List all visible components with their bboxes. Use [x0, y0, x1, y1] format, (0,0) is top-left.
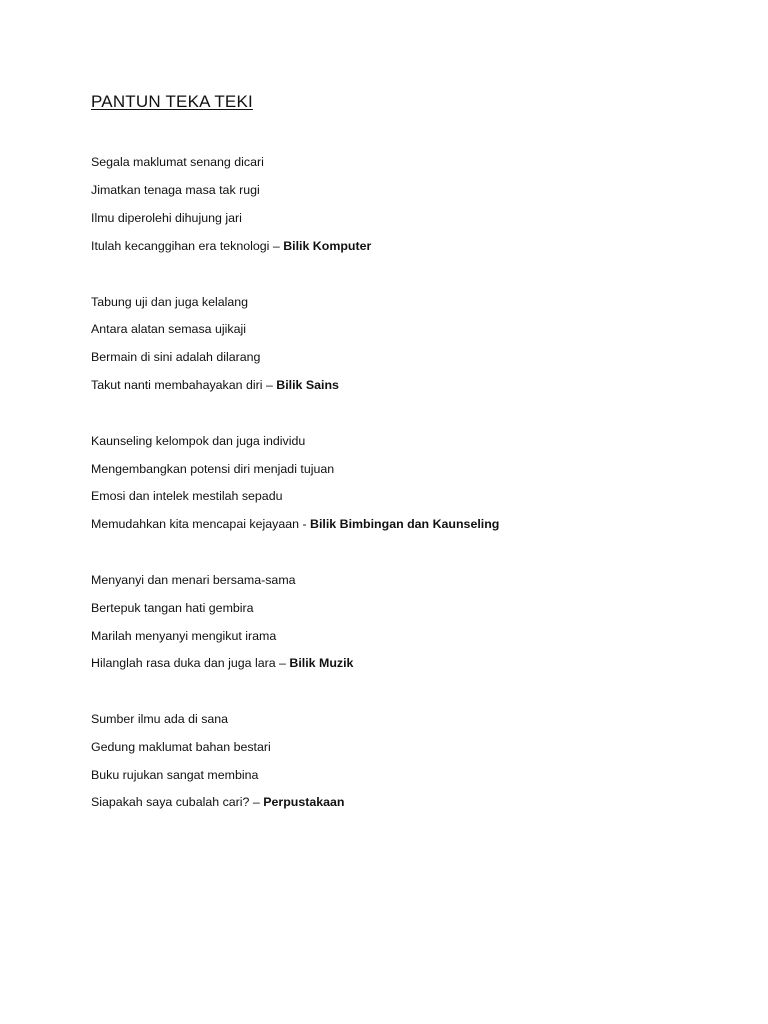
stanza-4-line-3: Marilah menyanyi mengikut irama	[91, 629, 277, 643]
stanza-1-line-2: Jimatkan tenaga masa tak rugi	[91, 183, 260, 197]
stanza-5-line-3: Buku rujukan sangat membina	[91, 768, 259, 782]
stanza-1-line-4-text: Itulah kecanggihan era teknologi –	[91, 239, 284, 253]
stanza-3-answer: Bilik Bimbingan dan Kaunseling	[310, 517, 500, 531]
stanza-5-line-1: Sumber ilmu ada di sana	[91, 712, 229, 726]
stanza-4-line-2: Bertepuk tangan hati gembira	[91, 601, 254, 615]
stanza-2-line-4	[91, 378, 339, 392]
stanza-2-line-3: Bermain di sini adalah dilarang	[91, 350, 261, 364]
stanza-2-answer: Bilik Sains	[276, 378, 339, 392]
stanza-4-line-4	[91, 656, 353, 670]
stanza-1-line-1: Segala maklumat senang dicari	[91, 155, 264, 169]
stanza-2-line-4-text: Takut nanti membahayakan diri –	[91, 378, 277, 392]
stanza-3-line-4-text: Memudahkan kita mencapai kejayaan -	[91, 517, 311, 531]
stanza-5-line-2: Gedung maklumat bahan bestari	[91, 740, 271, 754]
stanza-1-answer: Bilik Komputer	[283, 239, 372, 253]
stanza-2-line-2: Antara alatan semasa ujikaji	[91, 322, 246, 336]
stanza-3-line-2: Mengembangkan potensi diri menjadi tujuan	[91, 462, 335, 476]
stanza-4-line-4-text: Hilanglah rasa duka dan juga lara –	[91, 656, 290, 670]
stanza-3-line-4	[91, 517, 499, 531]
stanza-5-line-4-text: Siapakah saya cubalah cari? –	[91, 795, 264, 809]
stanza-1-line-4	[91, 239, 371, 253]
stanza-2-line-1: Tabung uji dan juga kelalang	[91, 295, 249, 309]
stanza-5-answer: Perpustakaan	[263, 795, 345, 809]
stanza-1-line-3: Ilmu diperolehi dihujung jari	[91, 211, 242, 225]
stanza-5-line-4	[91, 795, 344, 809]
stanza-3-line-3: Emosi dan intelek mestilah sepadu	[91, 489, 283, 503]
stanza-4-answer: Bilik Muzik	[289, 656, 354, 670]
document-title: PANTUN TEKA TEKI	[91, 92, 253, 111]
stanza-4-line-1: Menyanyi dan menari bersama-sama	[91, 573, 296, 587]
stanza-3-line-1: Kaunseling kelompok dan juga individu	[91, 434, 306, 448]
